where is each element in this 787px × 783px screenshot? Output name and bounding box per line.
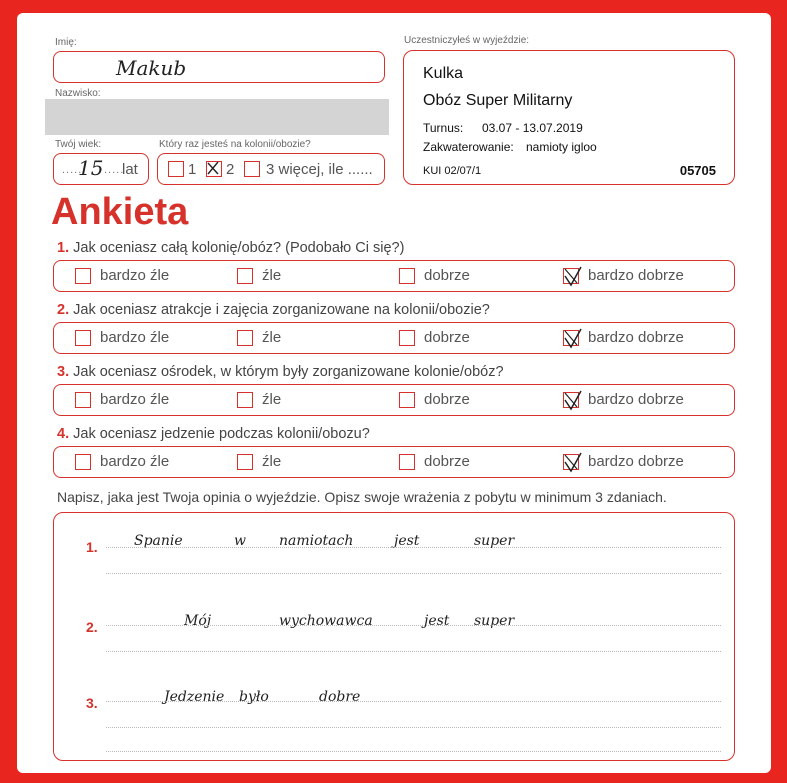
option-label-bardzo-dobrze: bardzo dobrze bbox=[588, 391, 684, 408]
handwritten-word: Spanie bbox=[134, 533, 183, 549]
visit-checkbox-1[interactable] bbox=[168, 161, 184, 177]
dotted-rule bbox=[106, 751, 721, 752]
option-label-bardzo-zle: bardzo źle bbox=[100, 453, 170, 470]
option-label-dobrze: dobrze bbox=[424, 453, 470, 470]
dotted-rule bbox=[106, 651, 721, 652]
visit-checkbox-2[interactable] bbox=[206, 161, 222, 177]
handwritten-word: Jedzenie bbox=[164, 689, 225, 705]
option-label-bardzo-dobrze: bardzo dobrze bbox=[588, 453, 684, 470]
option-label-zle: źle bbox=[262, 391, 282, 408]
question-1-options bbox=[53, 260, 735, 292]
question-label: Jak oceniasz całą kolonię/obóz? (Podobało Ci się?) bbox=[73, 240, 405, 256]
age-dots-right: ..... bbox=[104, 164, 125, 176]
checkbox-dobrze[interactable] bbox=[399, 330, 415, 346]
handwritten-word: super bbox=[474, 533, 515, 549]
check-mark-icon bbox=[562, 451, 584, 473]
first-name-value: Makub bbox=[116, 56, 187, 80]
check-mark-icon bbox=[562, 265, 584, 287]
trip-name: Kulka bbox=[423, 65, 464, 82]
option-label-zle: źle bbox=[262, 267, 282, 284]
handwritten-word: wychowawca bbox=[279, 613, 373, 629]
last-name-redaction bbox=[45, 99, 389, 135]
question-4-text bbox=[57, 426, 370, 442]
last-name-label: Nazwisko: bbox=[55, 88, 101, 99]
checkbox-zle[interactable] bbox=[237, 268, 253, 284]
question-number: 4. bbox=[57, 426, 70, 442]
checkbox-bardzo-zle[interactable] bbox=[75, 330, 91, 346]
check-x-icon bbox=[206, 161, 220, 175]
checkbox-bardzo-dobrze[interactable] bbox=[563, 330, 579, 346]
opinion-number-1: 1. bbox=[86, 539, 98, 555]
option-label-bardzo-zle: bardzo źle bbox=[100, 267, 170, 284]
checkbox-bardzo-zle[interactable] bbox=[75, 392, 91, 408]
question-2-options bbox=[53, 322, 735, 354]
question-label: Jak oceniasz atrakcje i zajęcia zorganizowane na kolonii/obozie? bbox=[73, 302, 490, 318]
check-mark-icon bbox=[562, 389, 584, 411]
question-4-options bbox=[53, 446, 735, 478]
checkbox-dobrze[interactable] bbox=[399, 392, 415, 408]
age-value: 15 bbox=[78, 156, 104, 180]
question-3-text bbox=[57, 364, 504, 380]
trip-code: KUI 02/07/1 bbox=[423, 165, 482, 177]
question-label: Jak oceniasz jedzenie podczas kolonii/obozu? bbox=[73, 426, 370, 442]
option-label-dobrze: dobrze bbox=[424, 391, 470, 408]
question-label: Jak oceniasz ośrodek, w którym były zorganizowane kolonie/obóz? bbox=[73, 364, 504, 380]
option-label-zle: źle bbox=[262, 329, 282, 346]
visit-option-3: 3 więcej, ile ...... bbox=[266, 161, 373, 178]
first-name-label: Imię: bbox=[55, 37, 77, 48]
checkbox-bardzo-dobrze[interactable] bbox=[563, 392, 579, 408]
dotted-rule bbox=[106, 727, 721, 728]
check-mark-icon bbox=[562, 327, 584, 349]
visit-option-1: 1 bbox=[188, 161, 197, 178]
opinion-prompt: Napisz, jaka jest Twoja opinia o wyjeździe. Opisz swoje wrażenia z pobytu w minimum 3 zdaniach. bbox=[57, 489, 667, 505]
option-label-dobrze: dobrze bbox=[424, 267, 470, 284]
question-number: 3. bbox=[57, 364, 70, 380]
trip-camp: Obóz Super Militarny bbox=[423, 92, 573, 109]
trip-number: 05705 bbox=[679, 163, 716, 178]
turnus-value: 03.07 - 13.07.2019 bbox=[482, 121, 583, 135]
question-number: 2. bbox=[57, 302, 70, 318]
question-2-text bbox=[57, 302, 490, 318]
option-label-zle: źle bbox=[262, 453, 282, 470]
dotted-rule bbox=[106, 573, 721, 574]
opinion-number-3: 3. bbox=[86, 695, 98, 711]
age-field[interactable] bbox=[53, 153, 149, 185]
checkbox-bardzo-zle[interactable] bbox=[75, 454, 91, 470]
age-unit: lat bbox=[122, 161, 138, 178]
survey-title: Ankieta bbox=[51, 191, 189, 233]
dotted-rule bbox=[106, 701, 721, 702]
opinion-number-2: 2. bbox=[86, 619, 98, 635]
visit-option-2: 2 bbox=[226, 161, 235, 178]
dotted-rule bbox=[106, 625, 721, 626]
handwritten-word: w bbox=[234, 533, 246, 549]
handwritten-word: namiotach bbox=[279, 533, 354, 549]
checkbox-dobrze[interactable] bbox=[399, 268, 415, 284]
opinion-box[interactable] bbox=[53, 512, 735, 761]
checkbox-bardzo-zle[interactable] bbox=[75, 268, 91, 284]
option-label-bardzo-zle: bardzo źle bbox=[100, 391, 170, 408]
checkbox-zle[interactable] bbox=[237, 454, 253, 470]
accommodation-label: Zakwaterowanie: bbox=[423, 140, 514, 154]
handwritten-word: Mój bbox=[184, 613, 212, 629]
question-number: 1. bbox=[57, 240, 70, 256]
checkbox-zle[interactable] bbox=[237, 330, 253, 346]
handwritten-word: było bbox=[239, 689, 269, 705]
option-label-bardzo-dobrze: bardzo dobrze bbox=[588, 267, 684, 284]
trip-label: Uczestniczyłeś w wyjeździe: bbox=[404, 35, 530, 46]
turnus-label: Turnus: bbox=[423, 121, 464, 135]
handwritten-word: jest bbox=[394, 533, 420, 549]
trip-info-box bbox=[403, 50, 735, 185]
option-label-dobrze: dobrze bbox=[424, 329, 470, 346]
question-3-options bbox=[53, 384, 735, 416]
handwritten-word: super bbox=[474, 613, 515, 629]
handwritten-word: jest bbox=[424, 613, 450, 629]
checkbox-bardzo-dobrze[interactable] bbox=[563, 454, 579, 470]
question-1-text bbox=[57, 240, 404, 256]
checkbox-zle[interactable] bbox=[237, 392, 253, 408]
first-name-field[interactable] bbox=[53, 51, 385, 83]
age-label: Twój wiek: bbox=[55, 139, 102, 150]
handwritten-word: dobre bbox=[319, 689, 361, 705]
checkbox-dobrze[interactable] bbox=[399, 454, 415, 470]
dotted-rule bbox=[106, 547, 721, 548]
survey-sheet bbox=[17, 13, 771, 773]
option-label-bardzo-zle: bardzo źle bbox=[100, 329, 170, 346]
accommodation-value: namioty igloo bbox=[526, 140, 597, 154]
option-label-bardzo-dobrze: bardzo dobrze bbox=[588, 329, 684, 346]
visit-field bbox=[157, 153, 385, 185]
visit-checkbox-3[interactable] bbox=[244, 161, 260, 177]
age-dots-left: ..... bbox=[62, 164, 83, 176]
checkbox-bardzo-dobrze[interactable] bbox=[563, 268, 579, 284]
visit-label: Który raz jesteś na kolonii/obozie? bbox=[159, 139, 311, 150]
